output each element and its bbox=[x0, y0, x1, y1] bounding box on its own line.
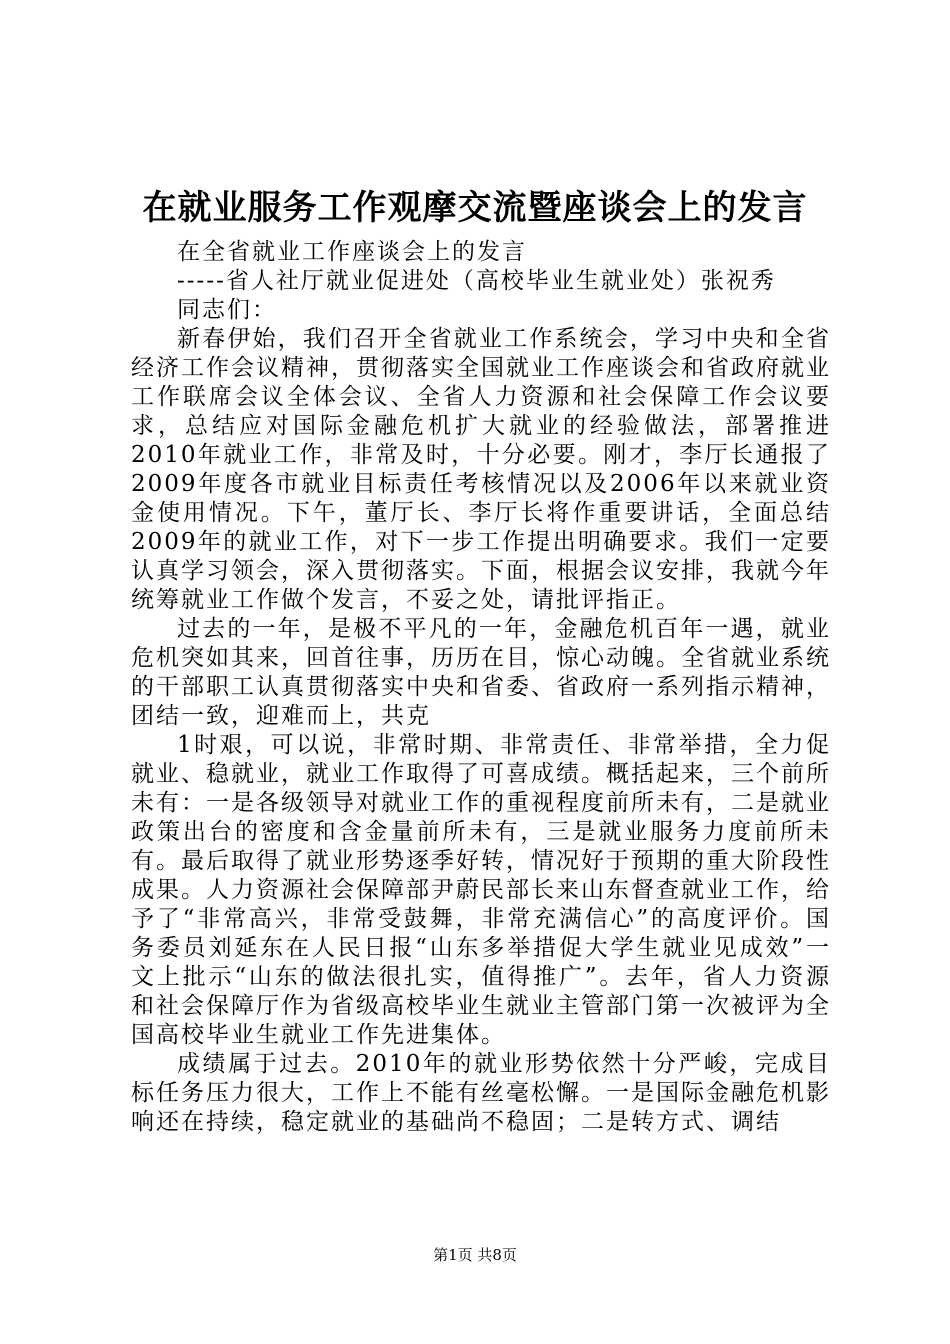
paragraph: 新春伊始，我们召开全省就业工作系统会，学习中央和全省经济工作会议精神，贯彻落实全国就业工作座谈会和省政府就业工作联席会议全体会议、全省人力资源和社会保障工作会议要求，总结应对国际金融危机扩大就业的经验做法，部署推进2010年就业工作，非常及时，十分必要。刚才，李厅长通报了2009年度各市就业目标责任考核情况以及2006年以来就业资金使用情况。下午，董厅长、李厅长将作重要讲话，全面总结2009年的就业工作，对下一步工作提出明确要求。我们一定要认真学习领会，深入贯彻落实。下面，根据会议安排，我就今年统筹就业工作做个发言，不妥之处，请批评指正。 bbox=[131, 326, 831, 613]
page-footer: 第1页 共8页 bbox=[433, 1246, 517, 1264]
document-body bbox=[131, 238, 831, 1137]
paragraph: 1时艰，可以说，非常时期、非常责任、非常举措，全力促就业、稳就业，就业工作取得了可喜成绩。概括起来，三个前所未有：一是各级领导对就业工作的重视程度前所未有，二是就业政策出台的密度和含金量前所未有，三是就业服务力度前所未有。最后取得了就业形势逐季好转，情况好于预期的重大阶段性成果。人力资源社会保障部尹蔚民部长来山东督查就业工作，给予了“非常高兴，非常受鼓舞，非常充满信心”的高度评价。国务委员刘延东在人民日报“山东多举措促大学生就业见成效”一文上批示“山东的做法很扎实，值得推广”。去年，省人力资源和社会保障厅作为省级高校毕业生就业主管部门第一次被评为全国高校毕业生就业工作先进集体。 bbox=[131, 732, 831, 1048]
paragraph: 过去的一年，是极不平凡的一年，金融危机百年一遇，就业危机突如其来，回首往事，历历在目，惊心动魄。全省就业系统的干部职工认真贯彻落实中央和省委、省政府一系列指示精神，团结一致，迎难而上，共克 bbox=[131, 616, 831, 729]
salutation: 同志们： bbox=[177, 297, 277, 323]
document-title: 在就业服务工作观摩交流暨座谈会上的发言 bbox=[142, 188, 808, 228]
paragraph: 成绩属于过去。2010年的就业形势依然十分严峻，完成目标任务压力很大，工作上不能有丝毫松懈。一是国际金融危机影响还在持续，稳定就业的基础尚不稳固；二是转方式、调结 bbox=[131, 1051, 831, 1135]
speech-heading: 在全省就业工作座谈会上的发言 bbox=[177, 239, 527, 265]
speaker-line: -----省人社厅就业促进处（高校毕业生就业处）张祝秀 bbox=[177, 268, 776, 294]
